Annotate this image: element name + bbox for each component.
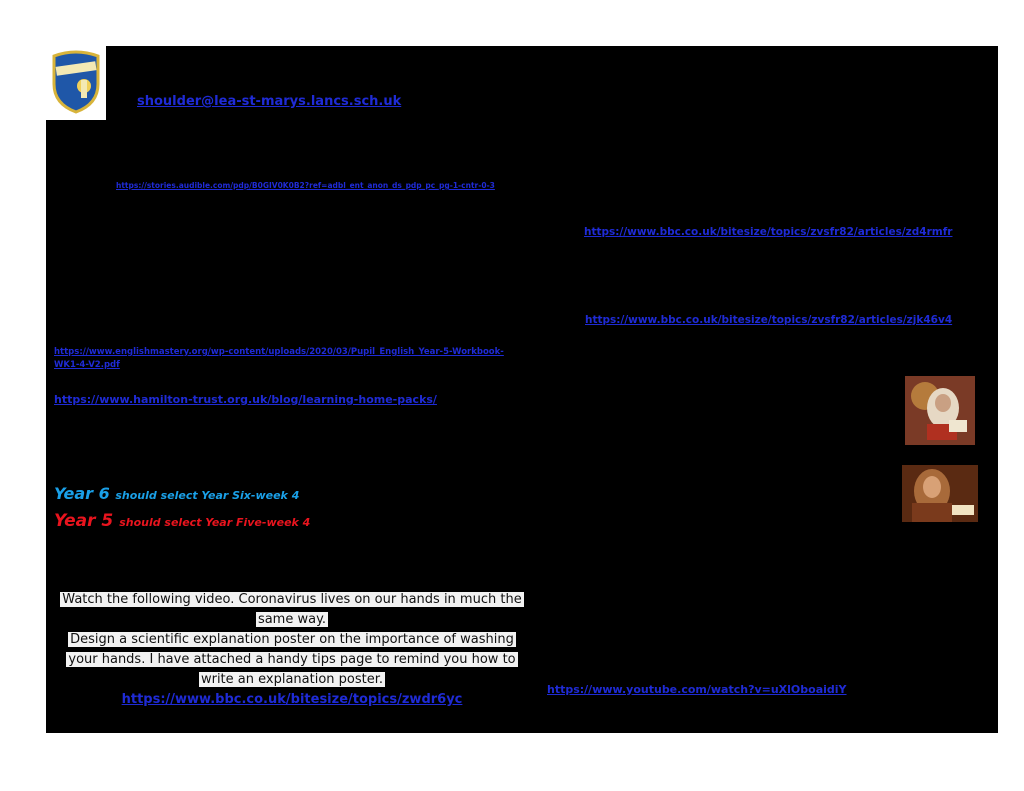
bbc-bitesize-article-link-1[interactable]: https://www.bbc.co.uk/bitesize/topics/zvsfr82/articles/zd4rmfr [584, 226, 953, 238]
year5-label: Year 5 [54, 511, 114, 531]
year5-instruction [54, 511, 310, 531]
english-workbook-link-container [54, 346, 526, 372]
science-text-line-5: write an explanation poster. [200, 672, 384, 687]
audible-link-container [54, 180, 526, 192]
saint-portrait-image-1 [905, 376, 975, 445]
english-workbook-link[interactable]: https://www.englishmastery.org/wp-content/uploads/2020/03/Pupil_English_Year-5-Workbook-WK1-4-V2.pdf [54, 347, 504, 370]
science-task [54, 590, 530, 710]
saint-portrait-image-2 [902, 465, 978, 522]
science-text-line-1: Watch the following video. Coronavirus lives on our hands in much the [62, 592, 522, 607]
school-crest-icon [50, 50, 102, 114]
bbc-bitesize-article-link-2[interactable]: https://www.bbc.co.uk/bitesize/topics/zvsfr82/articles/zjk46v4 [585, 314, 953, 326]
year6-text: should select Year Six-week 4 [115, 489, 300, 502]
science-text-line-3: Design a scientific explanation poster on the importance of washing [70, 632, 514, 647]
year6-label: Year 6 [54, 484, 110, 503]
bbc-bitesize-science-link[interactable]: https://www.bbc.co.uk/bitesize/topics/zwdr6yc [121, 692, 463, 707]
year6-instruction [54, 484, 299, 503]
teacher-email-link[interactable]: shoulder@lea-st-marys.lancs.sch.uk [137, 94, 402, 109]
science-text-line-4: your hands. I have attached a handy tips page to remind you how to [68, 652, 516, 667]
youtube-video-link[interactable]: https://www.youtube.com/watch?v=uXlOboaidiY [547, 683, 847, 696]
audible-story-link[interactable]: https://stories.audible.com/pdp/B0GIV0K0B2?ref=adbl_ent_anon_ds_pdp_pc_pg-1-cntr-0-3 [116, 181, 495, 190]
hamilton-trust-link[interactable]: https://www.hamilton-trust.org.uk/blog/learning-home-packs/ [54, 393, 437, 406]
school-logo [46, 46, 106, 120]
science-text-line-2: same way. [257, 612, 327, 627]
year5-text: should select Year Five-week 4 [119, 516, 311, 529]
